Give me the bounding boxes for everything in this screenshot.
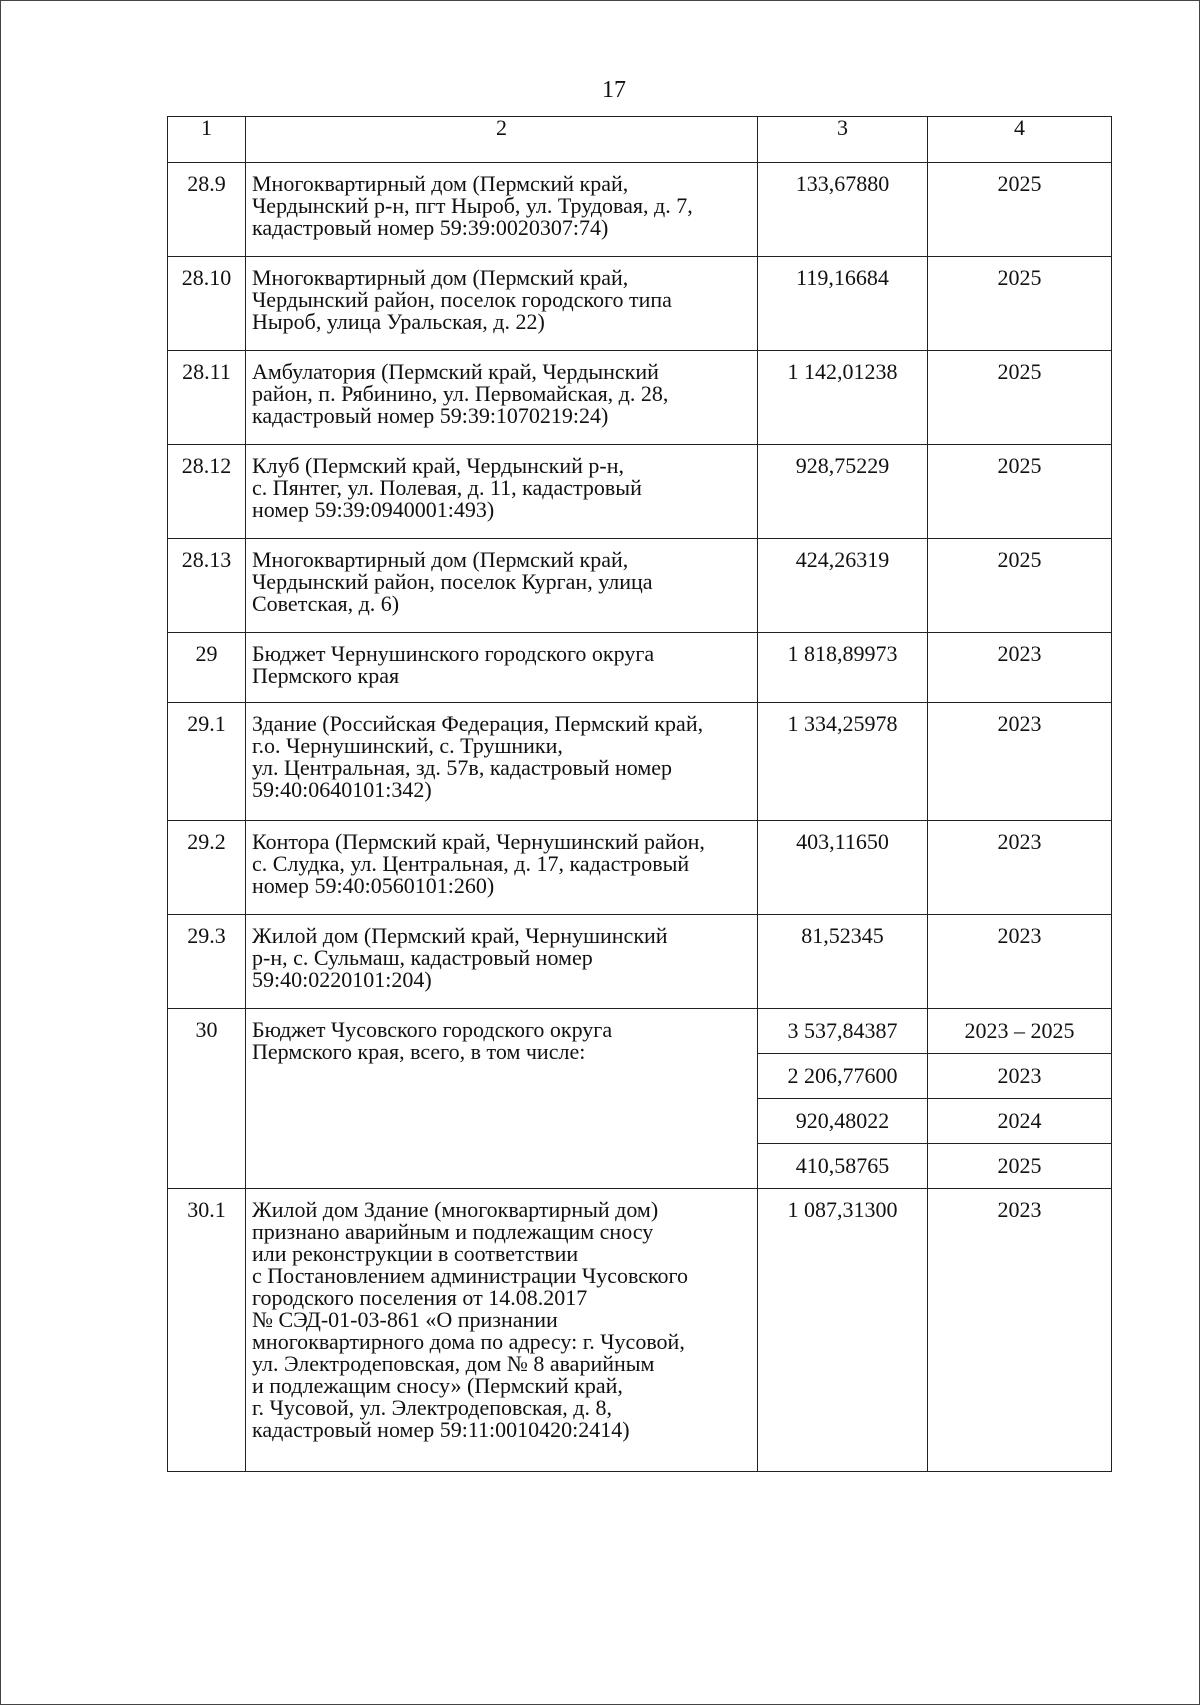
item-amount-text: 1 334,25978: [787, 711, 898, 736]
item-amount-text: 119,16684: [796, 265, 889, 290]
item-number: [168, 821, 246, 915]
table-row: [168, 539, 1112, 633]
item-number-text: 29.3: [187, 923, 226, 948]
item-number: [168, 703, 246, 821]
item-year: [928, 703, 1112, 821]
item-amount-text: 3 537,84387: [787, 1018, 898, 1043]
table-row: [168, 257, 1112, 351]
item-year-text: 2025: [997, 547, 1042, 572]
item-number: [168, 539, 246, 633]
item-amount-text: 1 087,31300: [787, 1197, 898, 1222]
item-year-text: 2023: [997, 1197, 1042, 1222]
item-amount: [758, 915, 928, 1009]
item-amount-text: 2 206,77600: [787, 1063, 898, 1088]
item-amount: [758, 539, 928, 633]
item-number: [168, 1189, 246, 1472]
item-description-text: Многоквартирный дом (Пермский край, Чердынский район, поселок Курган, улица Советская, д. 6): [252, 547, 653, 616]
item-amount: [758, 1099, 928, 1144]
item-amount: [758, 163, 928, 257]
item-year-text: 2025: [997, 265, 1042, 290]
item-description-text: Бюджет Чусовского городского округа Пермского края, всего, в том числе:: [252, 1017, 613, 1064]
item-amount: [758, 445, 928, 539]
item-description-text: Здание (Российская Федерация, Пермский край, г.о. Чернушинский, с. Трушники, ул. Центральная, зд. 57в, кадастровый номер 59:40:0640101:342): [252, 711, 704, 802]
item-amount-text: 410,58765: [795, 1153, 890, 1178]
item-description-text: Клуб (Пермский край, Чердынский р-н, с. Пянтег, ул. Полевая, д. 11, кадастровый номер 59:39:0940001:493): [252, 453, 642, 522]
table-row: [168, 445, 1112, 539]
item-year-text: 2025: [997, 359, 1042, 384]
item-year: [928, 445, 1112, 539]
item-description-text: Жилой дом (Пермский край, Чернушинский р-н, с. Сульмаш, кадастровый номер 59:40:0220101:204): [252, 923, 668, 992]
item-year: [928, 1189, 1112, 1472]
item-description: [246, 539, 758, 633]
table-row: [168, 703, 1112, 821]
table-row: [168, 821, 1112, 915]
item-description: [246, 1009, 758, 1189]
item-year-text: 2023: [997, 1063, 1042, 1088]
item-amount: [758, 1144, 928, 1189]
item-year: [928, 163, 1112, 257]
item-description-text: Жилой дом Здание (многоквартирный дом) признано аварийным и подлежащим сносу или реконструкции в соответствии с Постановлением администрации Чусовского городского поселения от 14.08.2017 № СЭД-01-03-861 «О признании многоквартирного дома по адресу: г. Чусовой, ул. Электродеповская, дом № 8 аварийным и подлежащим сносу» (Пермский край, г. Чусовой, ул. Электродеповская, д. 8, кадастровый номер 59:11:0010420:2414): [252, 1197, 689, 1442]
item-amount: [758, 1009, 928, 1054]
table-row: [168, 1009, 1112, 1054]
item-amount-text: 133,67880: [795, 171, 890, 196]
item-number: [168, 351, 246, 445]
table-row: [168, 915, 1112, 1009]
table-row: [168, 351, 1112, 445]
item-year: [928, 1144, 1112, 1189]
item-year: [928, 257, 1112, 351]
item-description: [246, 915, 758, 1009]
item-number: [168, 633, 246, 703]
item-description: [246, 445, 758, 539]
item-number-text: 28.12: [181, 453, 232, 478]
item-year: [928, 1099, 1112, 1144]
page-number: 17: [602, 77, 626, 103]
item-amount-text: 403,11650: [796, 829, 889, 854]
item-amount: [758, 257, 928, 351]
item-number-text: 28.13: [181, 547, 232, 572]
table-row: [168, 1189, 1112, 1472]
item-description: [246, 1189, 758, 1472]
item-description: [246, 257, 758, 351]
table-row: [168, 633, 1112, 703]
item-number-text: 30.1: [187, 1197, 226, 1222]
item-description-text: Многоквартирный дом (Пермский край, Чердынский район, поселок городского типа Ныроб, улица Уральская, д. 22): [252, 265, 672, 334]
item-number-text: 30: [195, 1017, 218, 1042]
item-year: [928, 633, 1112, 703]
item-amount-text: 1 142,01238: [787, 359, 898, 384]
item-year-text: 2025: [997, 1153, 1042, 1178]
item-year-text: 2025: [997, 453, 1042, 478]
item-number-text: 29.2: [187, 829, 226, 854]
item-year-text: 2023: [997, 711, 1042, 736]
item-number: [168, 1009, 246, 1189]
item-year-text: 2023: [997, 923, 1042, 948]
item-year-text: 2024: [997, 1108, 1042, 1133]
item-amount: [758, 633, 928, 703]
table-header-row: [168, 117, 1112, 163]
item-description-text: Многоквартирный дом (Пермский край, Чердынский р-н, пгт Ныроб, ул. Трудовая, д. 7, кадастровый номер 59:39:0020307:74): [252, 171, 693, 240]
item-amount-text: 424,26319: [795, 547, 890, 572]
header-col-2: 2: [246, 117, 758, 163]
item-description: [246, 633, 758, 703]
item-number-text: 29: [195, 641, 218, 666]
item-description: [246, 163, 758, 257]
item-year-text: 2023: [997, 641, 1042, 666]
item-description: [246, 821, 758, 915]
item-amount: [758, 703, 928, 821]
item-year-text: 2023 – 2025: [964, 1018, 1075, 1043]
table-row: [168, 163, 1112, 257]
item-description-text: Бюджет Чернушинского городского округа Пермского края: [252, 641, 655, 688]
item-amount: [758, 1189, 928, 1472]
header-col-4: 4: [928, 117, 1112, 163]
item-description: [246, 351, 758, 445]
item-description: [246, 703, 758, 821]
item-year-text: 2023: [997, 829, 1042, 854]
item-number-text: 28.10: [181, 265, 232, 290]
item-year: [928, 1054, 1112, 1099]
item-number-text: 28.11: [182, 359, 231, 384]
item-number: [168, 445, 246, 539]
item-year: [928, 1009, 1112, 1054]
item-number-text: 28.9: [187, 171, 226, 196]
appendix-table: [167, 116, 1112, 1472]
item-year: [928, 351, 1112, 445]
item-amount-text: 81,52345: [801, 923, 884, 948]
item-number: [168, 915, 246, 1009]
item-year: [928, 821, 1112, 915]
item-number-text: 29.1: [187, 711, 226, 736]
header-col-1: 1: [168, 117, 246, 163]
item-number: [168, 257, 246, 351]
item-amount-text: 928,75229: [795, 453, 890, 478]
item-amount: [758, 1054, 928, 1099]
item-year-text: 2025: [997, 171, 1042, 196]
item-amount-text: 920,48022: [795, 1108, 890, 1133]
item-description-text: Контора (Пермский край, Чернушинский район, с. Слудка, ул. Центральная, д. 17, кадастровый номер 59:40:0560101:260): [252, 829, 705, 898]
item-amount: [758, 821, 928, 915]
item-year: [928, 539, 1112, 633]
header-col-3: 3: [758, 117, 928, 163]
item-number: [168, 163, 246, 257]
item-amount-text: 1 818,89973: [787, 641, 898, 666]
item-amount: [758, 351, 928, 445]
item-description-text: Амбулатория (Пермский край, Чердынский район, п. Рябинино, ул. Первомайская, д. 28, кадастровый номер 59:39:1070219:24): [252, 359, 669, 428]
item-year: [928, 915, 1112, 1009]
